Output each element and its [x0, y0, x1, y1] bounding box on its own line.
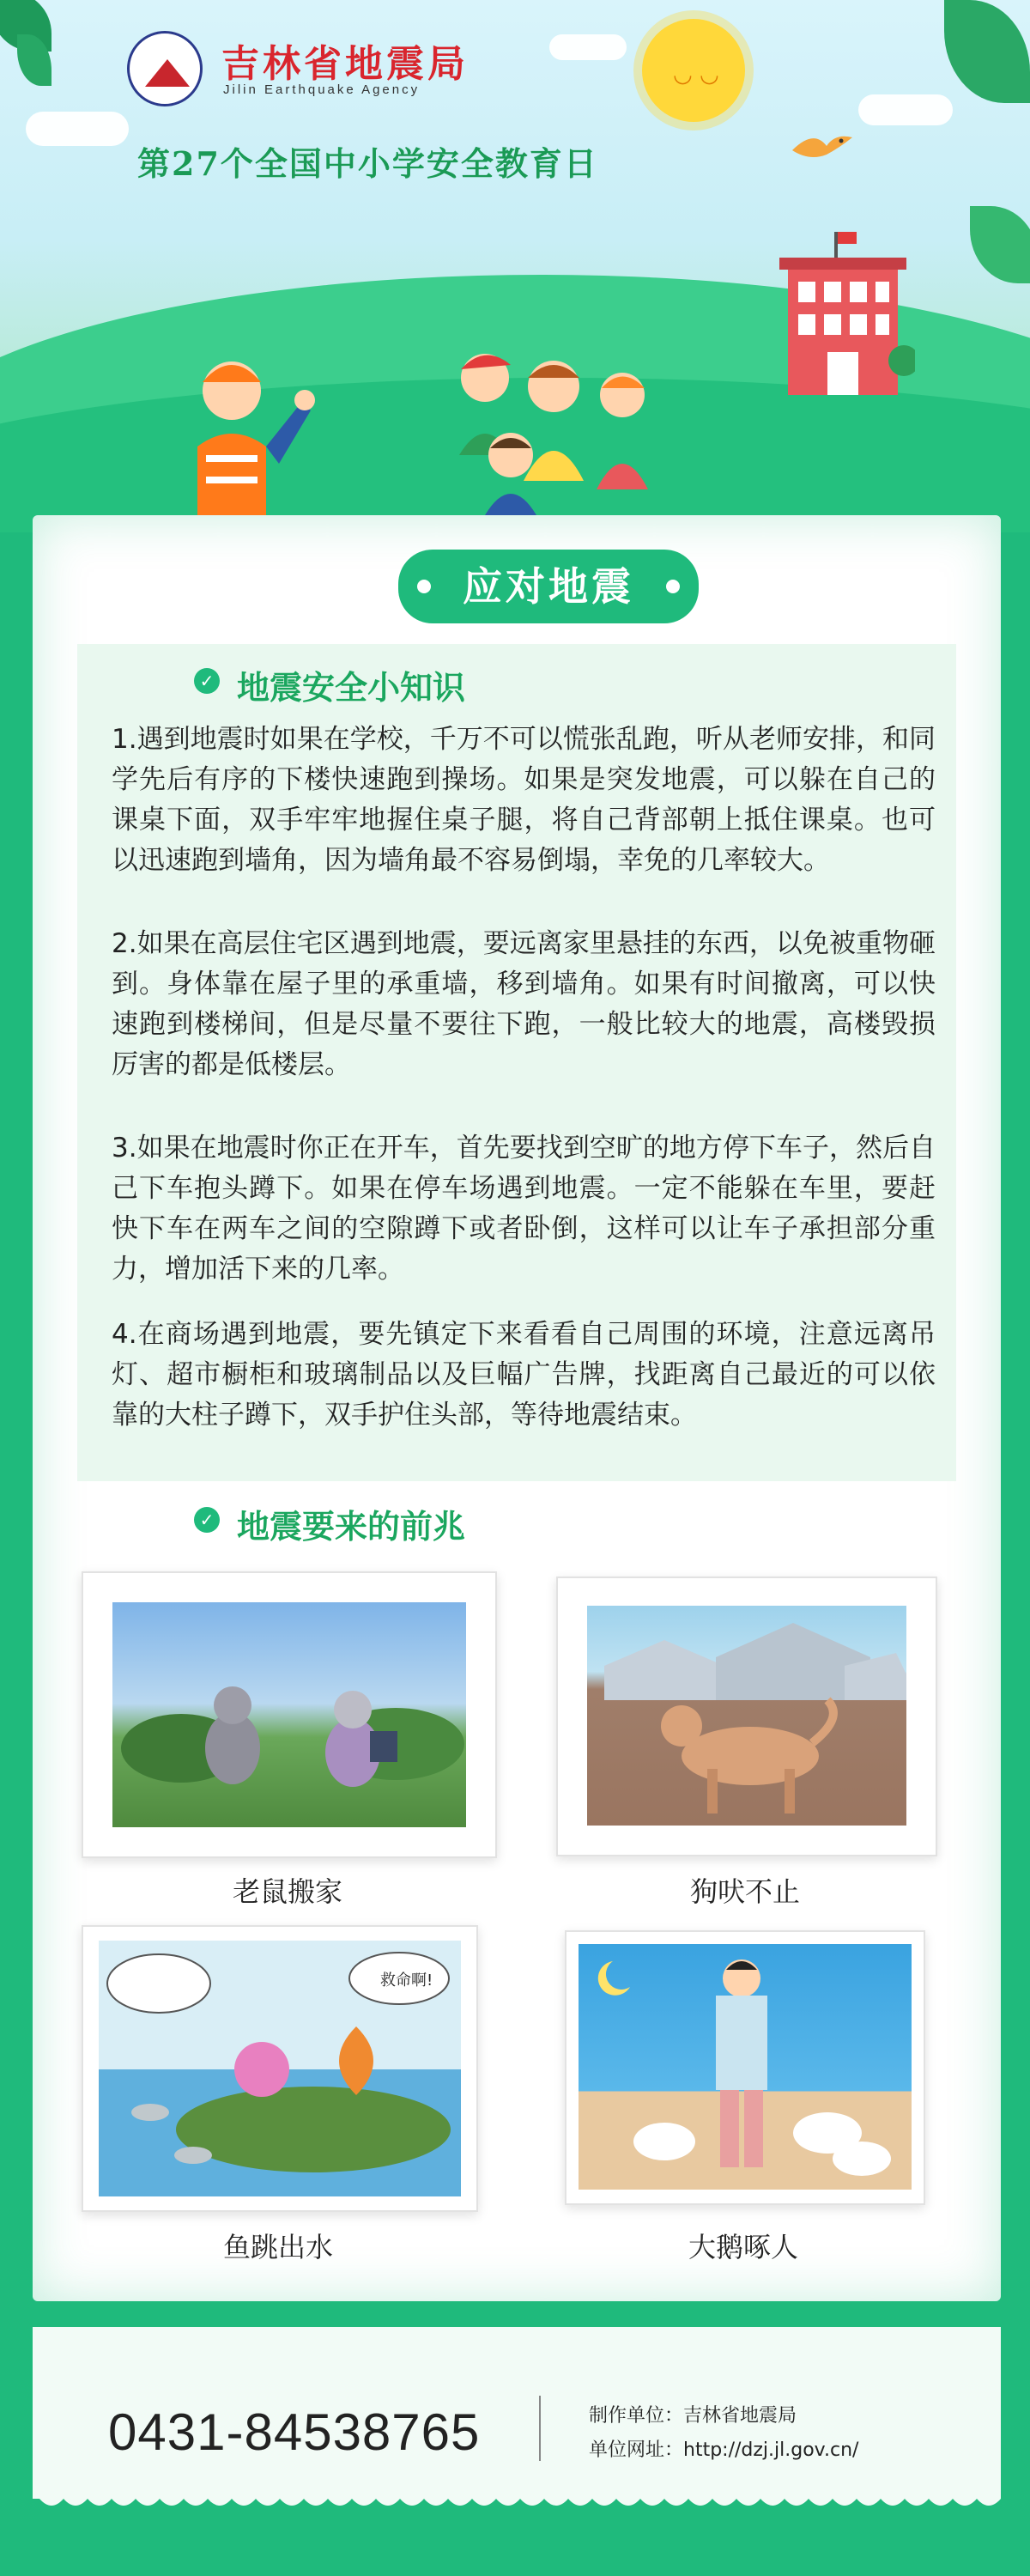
school-building-icon	[771, 232, 915, 395]
producer-line	[589, 2401, 797, 2427]
geese-illustration	[579, 1944, 912, 2190]
sun-icon: ◡ ◡	[642, 19, 745, 122]
website-line	[589, 2435, 858, 2462]
omen-image-fish	[82, 1925, 478, 2212]
leaf-decoration	[944, 0, 1030, 103]
rats-illustration	[112, 1602, 466, 1827]
agency-english-name: Jilin Earthquake Agency	[223, 82, 421, 97]
producer-value: 吉林省地震局	[683, 2405, 797, 2427]
scalloped-edge	[33, 2487, 1001, 2512]
website-link[interactable]: http://dzj.jl.gov.cn/	[683, 2439, 859, 2461]
cloud	[549, 34, 627, 60]
topic-badge	[398, 550, 699, 623]
section-title: 地震安全小知识	[237, 669, 466, 707]
header-banner	[0, 0, 1030, 532]
omen-caption: 老鼠搬家	[232, 1875, 342, 1908]
section-heading	[194, 661, 623, 707]
check-icon: ✓	[194, 668, 220, 694]
section-heading	[194, 1500, 623, 1546]
bird-icon	[788, 129, 857, 163]
cloud	[26, 112, 129, 146]
omen-caption: 鱼跳出水	[222, 2231, 333, 2263]
omen-image-dog	[556, 1577, 937, 1856]
omen-image-geese	[565, 1930, 925, 2205]
speech-bubble-text: 救命啊!	[380, 1971, 433, 1990]
event-title: 第27个全国中小学安全教育日	[137, 144, 598, 183]
agency-seal-icon	[127, 31, 203, 106]
tip-paragraph: 4.在商场遇到地震，要先镇定下来看看自己周围的环境，注意远离吊灯、超市橱柜和玻璃制品以及巨幅广告牌，找距离自己最近的可以依靠的大柱子蹲下，双手护住头部，等待地震结束。	[112, 1319, 936, 1431]
tip-paragraph: 3.如果在地震时你正在开车，首先要找到空旷的地方停下车子，然后自己下车抱头蹲下。如果在停车场遇到地震。一定不能躲在车里，要赶快下车在两车之间的空隙蹲下或者卧倒，这样可以让车子承担部分重力，增加活下来的几率。	[112, 1133, 936, 1285]
children-group-illustration	[433, 326, 665, 515]
tip-paragraph: 2.如果在高层住宅区遇到地震，要远离家里悬挂的东西，以免被重物砸到。身体靠在屋子里的承重墙，移到墙角。如果有时间撤离，可以快速跑到楼梯间，但是尽量不要往下跑，一般比较大的地震，高楼毁损厉害的都是低楼层。	[112, 928, 936, 1080]
topic-badge-label: 应对地震	[463, 563, 634, 610]
worker-illustration	[172, 343, 318, 515]
safety-tips-section	[77, 644, 956, 1481]
section-title: 地震要来的前兆	[237, 1508, 466, 1546]
content-card	[33, 515, 1001, 2301]
omen-caption: 狗吠不止	[689, 1875, 800, 1908]
dog-illustration	[587, 1606, 906, 1826]
fish-illustration	[99, 1941, 461, 2196]
agency-logo	[127, 31, 556, 108]
omen-image-rats	[82, 1571, 497, 1858]
agency-name: 吉林省地震局	[221, 42, 469, 86]
check-icon: ✓	[194, 1507, 220, 1533]
leaf-decoration	[970, 206, 1030, 283]
hotline-number: 0431-84538765	[108, 2403, 481, 2461]
producer-label: 制作单位：	[589, 2405, 684, 2427]
website-label: 单位网址：	[589, 2439, 684, 2461]
cloud	[858, 94, 953, 125]
omen-caption: 大鹅啄人	[688, 2231, 798, 2263]
footer	[33, 2327, 1001, 2499]
footer-divider	[539, 2396, 541, 2461]
tip-paragraph: 1.遇到地震时如果在学校，千万不可以慌张乱跑，听从老师安排，和同学先后有序的下楼快速跑到操场。如果是突发地震，可以躲在自己的课桌下面，双手牢牢地握住桌子腿，将自己背部朝上抵住课桌。也可以迅速跑到墙角，因为墙角最不容易倒塌，幸免的几率较大。	[112, 724, 936, 876]
